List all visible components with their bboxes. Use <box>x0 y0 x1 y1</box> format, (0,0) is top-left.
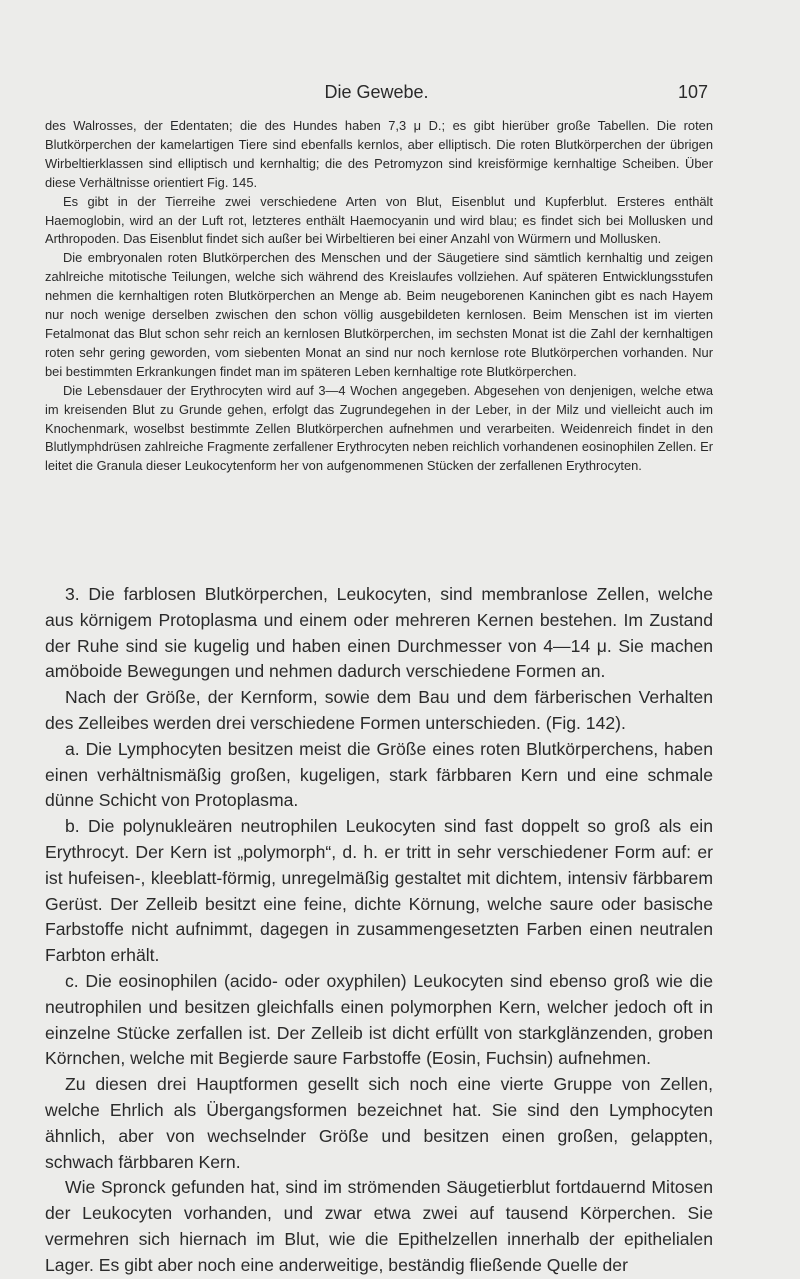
paragraph-eosinophile: c. Die eosinophilen (acido- oder oxyphilen) Leukocyten sind ebenso groß wie die neutrophilen und besitzen gleichfalls einen polymorphen Kern, welcher jedoch oft in einzelne Stücke zerfallen ist. Der Zelleib ist dicht erfüllt von starkglänzenden, groben Körnchen, welche mit Begierde saure Farbstoffe (Eosin, Fuchsin) aufnehmen. <box>45 970 713 1069</box>
paragraph-embryonale: Die embryonalen roten Blutkörperchen des Menschen und der Säugetiere sind sämtlich kernhaltig und zeigen zahlreiche mitotische Teilungen, welche sich während des Kreislaufes vollziehen. Auf späteren Entwicklungsstufen nehmen die kernhaltigen roten Blutkörperchen an Menge ab. Beim neugeborenen Kaninchen gibt es nach Hayem nur noch wenige derselben zwischen den schon völlig ausgebildeten kernlosen. Beim Menschen ist im vierten Fetalmonat das Blut schon sehr reich an kernlosen Blutkörperchen, im sechsten Monat ist die Zahl der kernhaltigen roten sehr gering geworden, vom siebenten Monat an sind nur noch kernlose rote Blutkörperchen vorhanden. Nur bei bestimmten Erkrankungen findet man im späteren Leben kernhaltige rote Blutkörperchen. <box>45 250 713 379</box>
paragraph-blutarten: Es gibt in der Tierreihe zwei verschiedene Arten von Blut, Eisenblut und Kupferblut. Ersteres enthält Haemoglobin, wird an der Luft rot, letzteres enthält Haemocyanin und wird blau; es findet sich bei Mollusken und Arthropoden. Das Eisenblut findet sich außer bei Wirbeltieren bei einer Anzahl von Würmern und Mollusken. <box>45 193 713 247</box>
paragraph-neutrophile: b. Die polynukleären neutrophilen Leukocyten sind fast doppelt so groß als ein Erythrocyt. Der Kern ist „polymorph“, d. h. er tritt in sehr verschiedener Form auf: er ist hufeisen-, kleeblatt-förmig, unregelmäßig gestaltet mit dichtem, intensiv färbbarem Gerüst. Der Zelleib besitzt eine feine, dichte Körnung, welche saure oder basische Farbstoffe nicht aufnimmt, dagegen in zusammengesetzten Farben einen neutralen Farbton erhält. <box>45 816 713 966</box>
page-number: 107 <box>677 82 708 102</box>
paragraph-formen: Nach der Größe, der Kernform, sowie dem Bau und dem färberischen Verhalten des Zelleibes werden drei verschiedene Formen unterschieden. (Fig. 142). <box>45 687 713 733</box>
paragraph-lymphocyten: a. Die Lymphocyten besitzen meist die Größe eines roten Blutkörperchens, haben einen verhältnismäßig großen, kugeligen, stark färbbaren Kern und eine schmale dünne Schicht von Protoplasma. <box>45 738 713 811</box>
main-text-section <box>45 582 713 1279</box>
paragraph-mitosen: Wie Spronck gefunden hat, sind im strömenden Säugetierblut fortdauernd Mitosen der Leukocyten vorhanden, und zwar etwa zwei auf tausend Körperchen. Sie vermehren sich hiernach im Blut, wie die Epithelzellen innerhalb der epithelialen Lager. Es gibt aber noch eine anderweitige, beständig fließende Quelle der <box>45 1177 713 1275</box>
running-header <box>45 82 708 106</box>
paragraph-leukocyten: 3. Die farblosen Blutkörperchen, Leukocyten, sind membranlose Zellen, welche aus körnigem Protoplasma und einem oder mehreren Kernen bestehen. Im Zustand der Ruhe sind sie kugelig und haben einen Durchmesser von 4—14 μ. Sie machen amöboide Bewegungen und nehmen dadurch verschiedene Formen an. <box>45 584 713 682</box>
paragraph-uebergangsformen: Zu diesen drei Hauptformen gesellt sich noch eine vierte Gruppe von Zellen, welche Ehrlich als Übergangsformen bezeichnet hat. Sie sind den Lymphocyten ähnlich, aber von wechselnder Größe und besitzen einen großen, gelappten, schwach färbbaren Kern. <box>45 1074 713 1172</box>
paragraph-walross: des Walrosses, der Edentaten; die des Hundes haben 7,3 μ D.; es gibt hierüber große Tabellen. Die roten Blutkörperchen der kamelartigen Tiere sind ebenfalls kernlos, aber elliptisch. Die roten Blutkörperchen der übrigen Wirbeltierklassen sind elliptisch und kernhaltig; die des Petromyzon sind kreisförmige kernhaltige Scheiben. Über diese Verhältnisse orientiert Fig. 145. <box>45 118 713 190</box>
small-print-section <box>45 117 713 476</box>
paragraph-lebensdauer: Die Lebensdauer der Erythrocyten wird auf 3—4 Wochen angegeben. Abgesehen von denjenigen, welche etwa im kreisenden Blut zu Grunde gehen, erfolgt das Zugrundegehen in der Leber, in der Milz und vielleicht auch im Knochenmark, woselbst bestimmte Zellen Blutkörperchen aufnehmen und verarbeiten. Weidenreich findet in den Blutlymphdrüsen zahlreiche Fragmente zerfallener Erythrocyten neben reichlich vorhandenen eosinophilen Zellen. Er leitet die Granula dieser Leukocytenform her von aufgenommenen Stücken der zerfallenen Erythrocyten. <box>45 382 713 474</box>
running-title: Die Gewebe. <box>324 82 429 102</box>
